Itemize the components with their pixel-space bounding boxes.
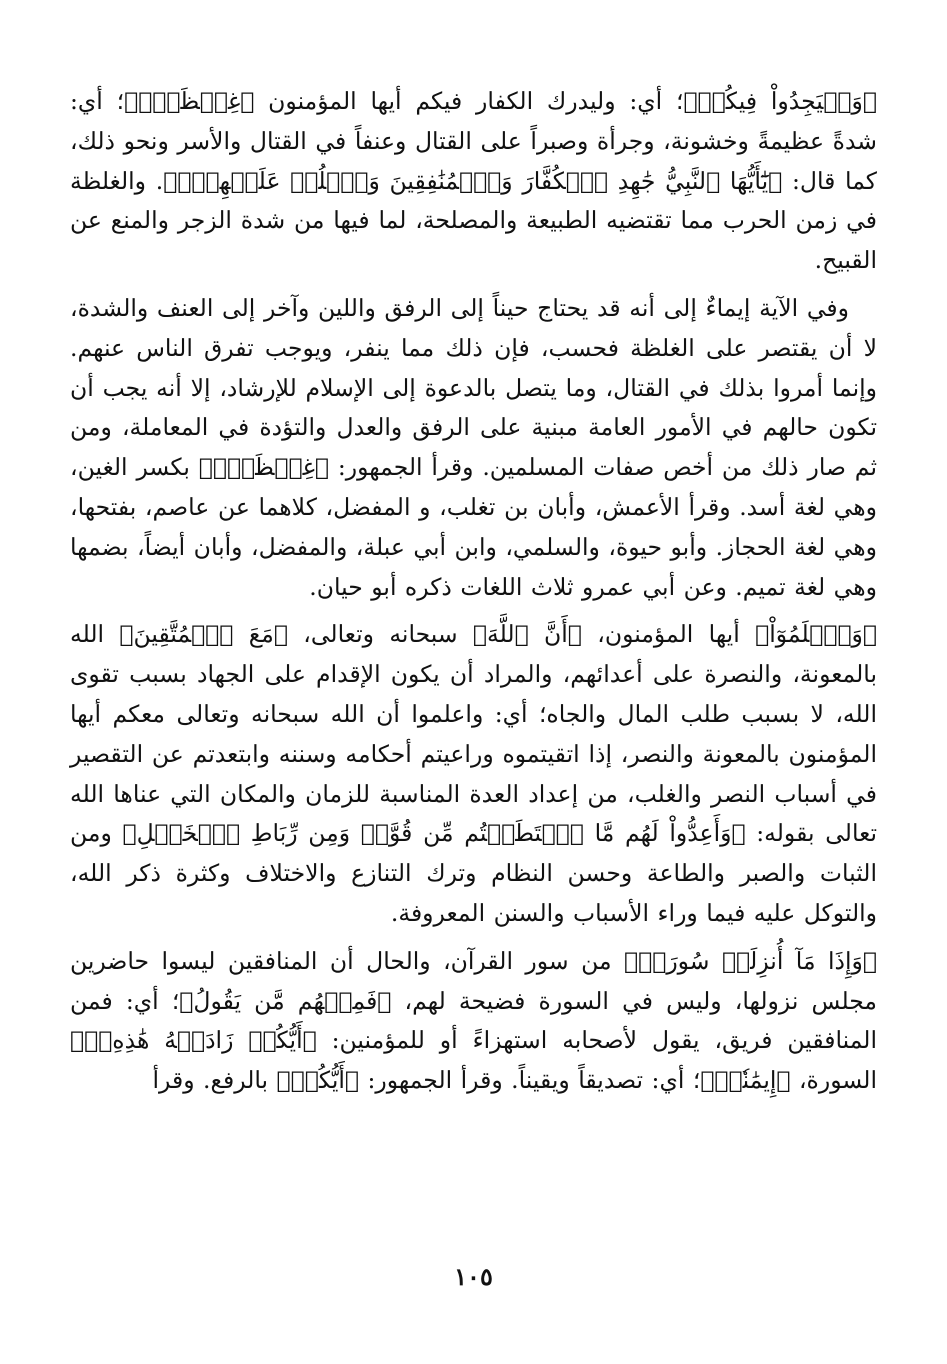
page-number: ١٠٥ bbox=[454, 1262, 493, 1291]
paragraph-4: ﴿وَإِذَا مَآ أُنزِلَتۡ سُورَةٞ﴾ من سور القرآن، والحال أن المنافقين ليسوا حاضرين مجلس نزولها، وليس في السورة فضيحة لهم، ﴿فَمِنۡهُم مَّن يَقُولُ﴾؛ أي: فمن المنافقين فريق، يقول لأصحابه استهزاءً أو للمؤمنين: ﴿أَيُّكُمۡ زَادَتۡهُ هَٰذِهِۦٓ﴾ السورة، ﴿إِيمَٰنٗاۚ﴾؛ أي: تصديقاً ويقيناً. وقرأ الجمهور: ﴿أَيُّكُمۡ﴾ بالرفع. وقرأ bbox=[70, 946, 877, 1095]
body-text bbox=[70, 82, 877, 1101]
paragraph-1: ﴿وَلۡيَجِدُواْ فِيكُمۡ﴾؛ أي: وليدرك الكفار فيكم أيها المؤمنون ﴿غِلۡظَةٗۚ﴾؛ أي: شدةً عظيمةً وخشونة، وجرأة وصبراً على القتال وعنفاً في القتال والأسر ونحو ذلك، كما قال: ﴿يَٰٓأَيُّهَا ٱلنَّبِيُّ جَٰهِدِ ٱلۡكُفَّارَ وَٱلۡمُنَٰفِقِينَ وَٱغۡلُظۡ عَلَيۡهِمۡۚ﴾. والغلظة في زمن الحرب مما تقتضيه الطبيعة والمصلحة، لما فيها من شدة الزجر والمنع عن القبيح. bbox=[70, 87, 877, 275]
paragraph-3: ﴿وَٱعۡلَمُوٓاْ﴾ أيها المؤمنون، ﴿أَنَّ ٱللَّهَ﴾ سبحانه وتعالى، ﴿مَعَ ٱلۡمُتَّقِينَ﴾ الله بالمعونة، والنصرة على أعدائهم، والمراد أن يكون الإقدام على الجهاد بسبب تقوى الله، لا بسبب طلب المال والجاه؛ أي: واعلموا أن الله سبحانه وتعالى معكم أيها المؤمنون بالمعونة والنصر، إذا اتقيتموه وراعيتم أحكامه وسننه وابتعدتم عن التقصير في أسباب النصر والغلب، من إعداد العدة المناسبة للزمان والمكان التي عناها الله تعالى بقوله: ﴿وَأَعِدُّواْ لَهُم مَّا ٱسۡتَطَعۡتُم مِّن قُوَّةٖ وَمِن رِّبَاطِ ٱلۡخَيۡلِ﴾ ومن الثبات والصبر والطاعة وحسن النظام وترك التنازع والاختلاف وكثرة ذكر الله، والتوكل عليه فيما وراء الأسباب والسنن المعروفة. bbox=[70, 620, 877, 927]
paragraph-2: وفي الآية إيماءٌ إلى أنه قد يحتاج حيناً إلى الرفق واللين وآخر إلى العنف والشدة، لا أن يقتصر على الغلظة فحسب، فإن ذلك مما ينفر، ويوجب تفرق الناس عنهم. وإنما أمروا بذلك في القتال، وما يتصل بالدعوة إلى الإسلام للإرشاد، إلا أنه يجب أن تكون حالهم في الأمور العامة مبنية على الرفق والعدل والتؤدة في المعاملة، ومن ثم صار ذلك من أخص صفات المسلمين. وقرأ الجمهور: ﴿غِلۡظَةٗۚ﴾ بكسر الغين، وهي لغة أسد. وقرأ الأعمش، وأبان بن تغلب، و المفضل، كلاهما عن عاصم، بفتحها، وهي لغة الحجاز. وأبو حيوة، والسلمي، وابن أبي عبلة، والمفضل، وأبان أيضاً، بضمها وهي لغة تميم. وعن أبي عمرو ثلاث اللغات ذكره أبو حيان. bbox=[70, 293, 877, 601]
